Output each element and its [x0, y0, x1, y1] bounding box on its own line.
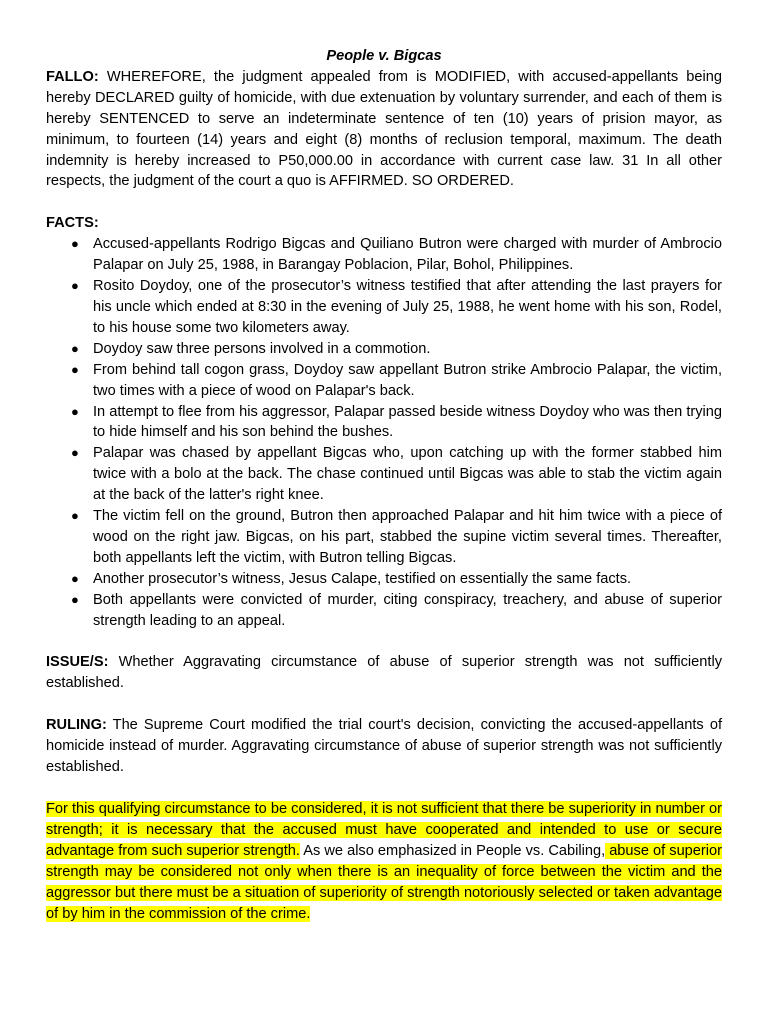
fact-text: From behind tall cogon grass, Doydoy saw appellant Butron strike Ambrocio Palapar, the victim, two times with a piece of wood on Palapar's back. [93, 361, 722, 399]
spacer [46, 778, 722, 799]
list-item [46, 443, 722, 506]
list-item [46, 590, 722, 632]
bullet-icon: ● [71, 340, 79, 356]
fact-text: Accused-appellants Rodrigo Bigcas and Quiliano Butron were charged with murder of Ambrocio Palapar on July 25, 1988, in Barangay Poblacion, Pilar, Bohol, Philippines. [93, 236, 722, 274]
fact-text: Palapar was chased by appellant Bigcas who, upon catching up with the former stabbed him twice with a bolo at the back. The chase continued until Bigcas was able to stab the victim again at the back of the latter's right knee. [93, 445, 722, 504]
ruling-label: RULING: [46, 717, 107, 734]
highlighted-paragraph [46, 799, 722, 924]
facts-heading [46, 213, 722, 234]
fact-text: In attempt to flee from his aggressor, Palapar passed beside witness Doydoy who was then trying to hide himself and his son behind the bushes. [93, 403, 722, 441]
list-item [46, 339, 722, 360]
ruling-text: The Supreme Court modified the trial court's decision, convicting the accused-appellants of homicide instead of murder. Aggravating circumstance of abuse of superior strength was not sufficiently established. [46, 717, 722, 776]
facts-label: FACTS: [46, 215, 99, 232]
issue-label: ISSUE/S: [46, 654, 109, 671]
bullet-icon: ● [71, 278, 79, 294]
spacer [46, 192, 722, 213]
list-item [46, 234, 722, 276]
fact-text: Rosito Doydoy, one of the prosecutor’s witness testified that after attending the last prayers for his uncle which ended at 8:30 in the evening of July 25, 1988, he went home with his son, Rodel, to his house some two kilometers away. [93, 278, 722, 336]
fallo-label: FALLO: [46, 68, 99, 85]
bullet-icon: ● [71, 570, 79, 586]
list-item [46, 276, 722, 339]
fallo-text: WHEREFORE, the judgment appealed from is MODIFIED, with accused-appellants being hereby DECLARED guilty of homicide, with due extenuation by voluntary surrender, and each of them is hereby SENTENCED to serve an indeterminate sentence of ten (10) years of prision mayor, as minimum, to fourteen (14) years and eight (8) months of reclusion temporal, maximum. The death indemnity is hereby increased to P50,000.00 in accordance with current case law. 31 In all other respects, the judgment of the court a quo is AFFIRMED. SO ORDERED. [46, 68, 722, 190]
facts-list [46, 234, 722, 631]
fact-text: Another prosecutor’s witness, Jesus Calape, testified on essentially the same facts. [93, 570, 632, 587]
bullet-icon: ● [71, 445, 79, 461]
list-item [46, 506, 722, 569]
highlighted-text: For this qualifying circumstance to be considered, it is not sufficient that there be superiority in number or strength; it is necessary that the accused must have cooperated and intended to use or secure advantage from such superior strength. [46, 801, 722, 859]
document-page [46, 46, 722, 924]
highlighted-text: abuse of superior strength may be considered not only when there is an inequality of force between the victim and the aggressor but there must be a situation of superiority of strength notoriously selected or taken advantage of by him in the commission of the crime. [46, 842, 722, 922]
plain-text: As we also emphasized in People vs. Cabiling, [299, 842, 606, 859]
list-item [46, 569, 722, 590]
bullet-icon: ● [71, 361, 79, 377]
spacer [46, 631, 722, 652]
issue-paragraph [46, 652, 722, 694]
ruling-paragraph [46, 715, 722, 778]
fact-text: The victim fell on the ground, Butron then approached Palapar and hit him twice with a piece of wood on the right jaw. Bigcas, on his part, stabbed the supine victim several times. Thereafter, both appellants left the victim, with Butron telling Bigcas. [93, 508, 722, 566]
bullet-icon: ● [71, 591, 79, 607]
fallo-paragraph [46, 67, 722, 192]
spacer [46, 694, 722, 715]
bullet-icon: ● [71, 236, 79, 252]
bullet-icon: ● [71, 508, 79, 524]
fact-text: Both appellants were convicted of murder, citing conspiracy, treachery, and abuse of superior strength leading to an appeal. [93, 591, 722, 629]
case-title: People v. Bigcas [326, 48, 442, 64]
fact-text: Doydoy saw three persons involved in a commotion. [93, 340, 431, 357]
list-item [46, 360, 722, 402]
list-item [46, 402, 722, 444]
issue-text: Whether Aggravating circumstance of abuse of superior strength was not sufficiently established. [46, 654, 722, 692]
bullet-icon: ● [71, 403, 79, 419]
